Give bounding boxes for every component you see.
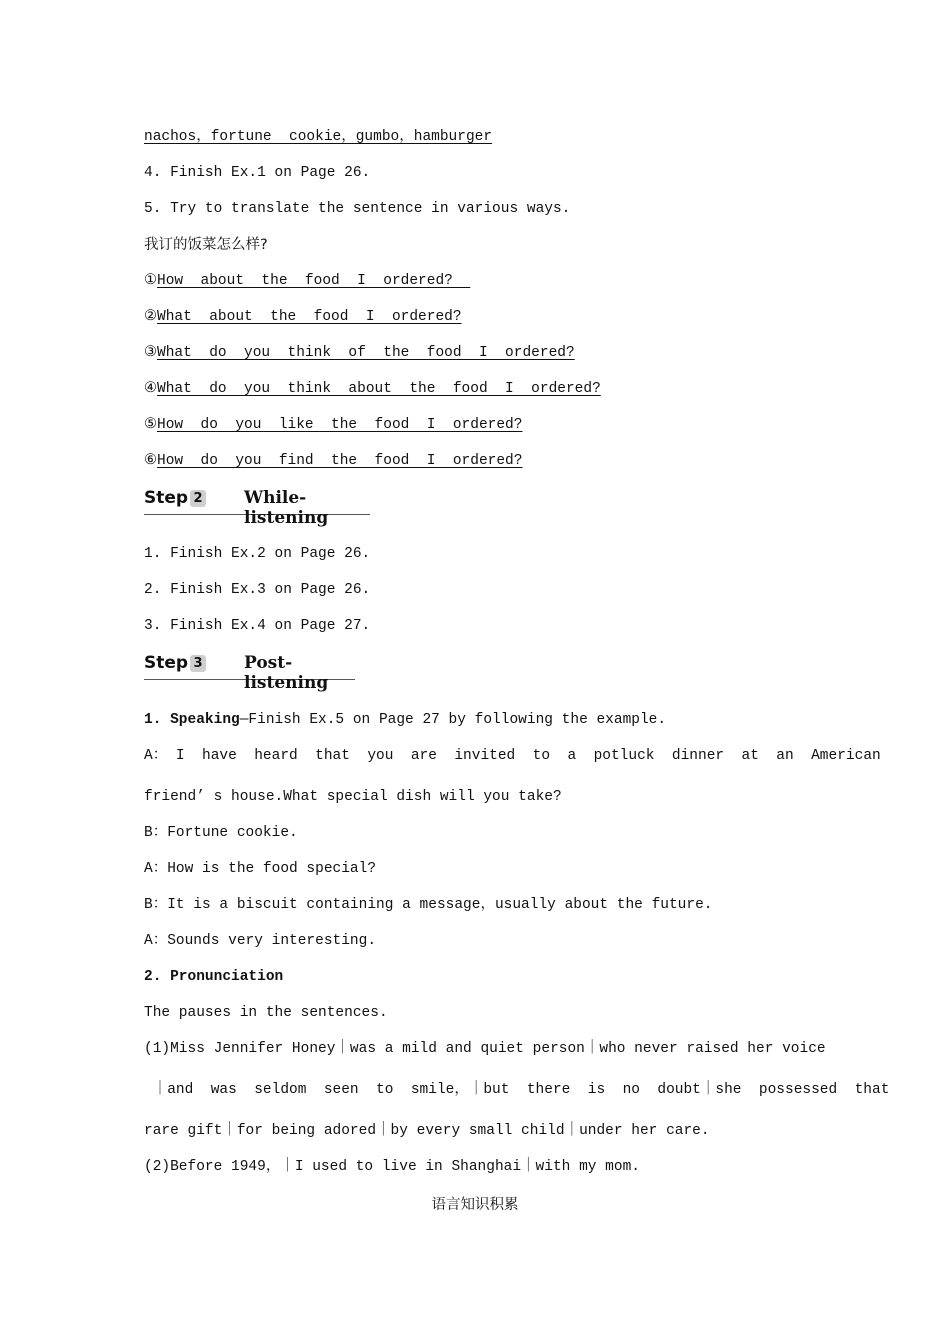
- pronunciation-intro: The pauses in the sentences.: [144, 1005, 388, 1021]
- pronunciation-label: 2. Pronunciation: [144, 969, 284, 985]
- dialogue-line-2: friend’ s house.What special dish will you take?: [144, 789, 562, 805]
- section-footer-title: 语言知识积累: [431, 1197, 519, 1213]
- translation-text: What do you think of the food I ordered?: [157, 345, 575, 361]
- step-2-heading: [144, 488, 370, 528]
- step-word: Step: [144, 488, 189, 508]
- example-line-4: (2)Before 1949，｜I used to live in Shanghai｜with my mom.: [144, 1159, 640, 1175]
- dialogue-line-1: A： I have heard that you are invited to a potluck dinner at an American: [144, 748, 881, 764]
- speaking-line: [144, 710, 666, 730]
- step-title: Post-listening: [244, 653, 329, 693]
- translation-mark: ③: [144, 345, 157, 361]
- translation-text: How do you like the food I ordered?: [157, 417, 523, 433]
- item-4: 4. Finish Ex.1 on Page 26.: [144, 165, 371, 181]
- translation-6: [144, 451, 522, 471]
- translation-text: How about the food I ordered?: [157, 273, 471, 289]
- dialogue-line-3: B：Fortune cookie.: [144, 825, 298, 841]
- translation-text: What do you think about the food I ordered?: [157, 381, 601, 397]
- dialogue-line-6: A：Sounds very interesting.: [144, 933, 377, 949]
- translation-2: [144, 307, 462, 327]
- speaking-instruction: —Finish Ex.5 on Page 27 by following the example.: [239, 712, 667, 728]
- translation-text: How do you find the food I ordered?: [157, 453, 523, 469]
- dialogue-line-4: A：How is the food special?: [144, 861, 377, 877]
- dialogue-line-5: B：It is a biscuit containing a message，usually about the future.: [144, 897, 713, 913]
- example-line-3: rare gift｜for being adored｜by every small child｜under her care.: [144, 1123, 710, 1139]
- vocab-line: nachos，fortune cookie，gumbo，hamburger: [144, 129, 493, 145]
- step-title: While-listening: [244, 488, 329, 528]
- step-number-badge: 2: [190, 490, 206, 507]
- step-number-badge: 3: [190, 655, 206, 672]
- translation-5: [144, 415, 522, 435]
- translation-mark: ⑤: [144, 417, 157, 433]
- chinese-prompt: 我订的饭菜怎么样?: [144, 237, 268, 253]
- translation-3: [144, 343, 575, 363]
- translation-4: [144, 379, 601, 399]
- step-word: Step: [144, 653, 189, 673]
- step-3-heading: [144, 653, 355, 693]
- translation-text: What about the food I ordered?: [157, 309, 462, 325]
- item-5: 5. Try to translate the sentence in various ways.: [144, 201, 571, 217]
- translation-mark: ②: [144, 309, 157, 325]
- step2-item-3: 3. Finish Ex.4 on Page 27.: [144, 618, 371, 634]
- example-line-2: ｜and was seldom seen to smile，｜but there is no doubt｜she possessed that: [144, 1082, 890, 1098]
- translation-mark: ⑥: [144, 453, 157, 469]
- translation-mark: ①: [144, 273, 157, 289]
- translation-mark: ④: [144, 381, 157, 397]
- step2-item-2: 2. Finish Ex.3 on Page 26.: [144, 582, 371, 598]
- step2-item-1: 1. Finish Ex.2 on Page 26.: [144, 546, 371, 562]
- example-line-1: (1)Miss Jennifer Honey｜was a mild and quiet person｜who never raised her voice: [144, 1041, 826, 1057]
- translation-1: [144, 271, 470, 291]
- speaking-label: 1. Speaking: [144, 712, 240, 728]
